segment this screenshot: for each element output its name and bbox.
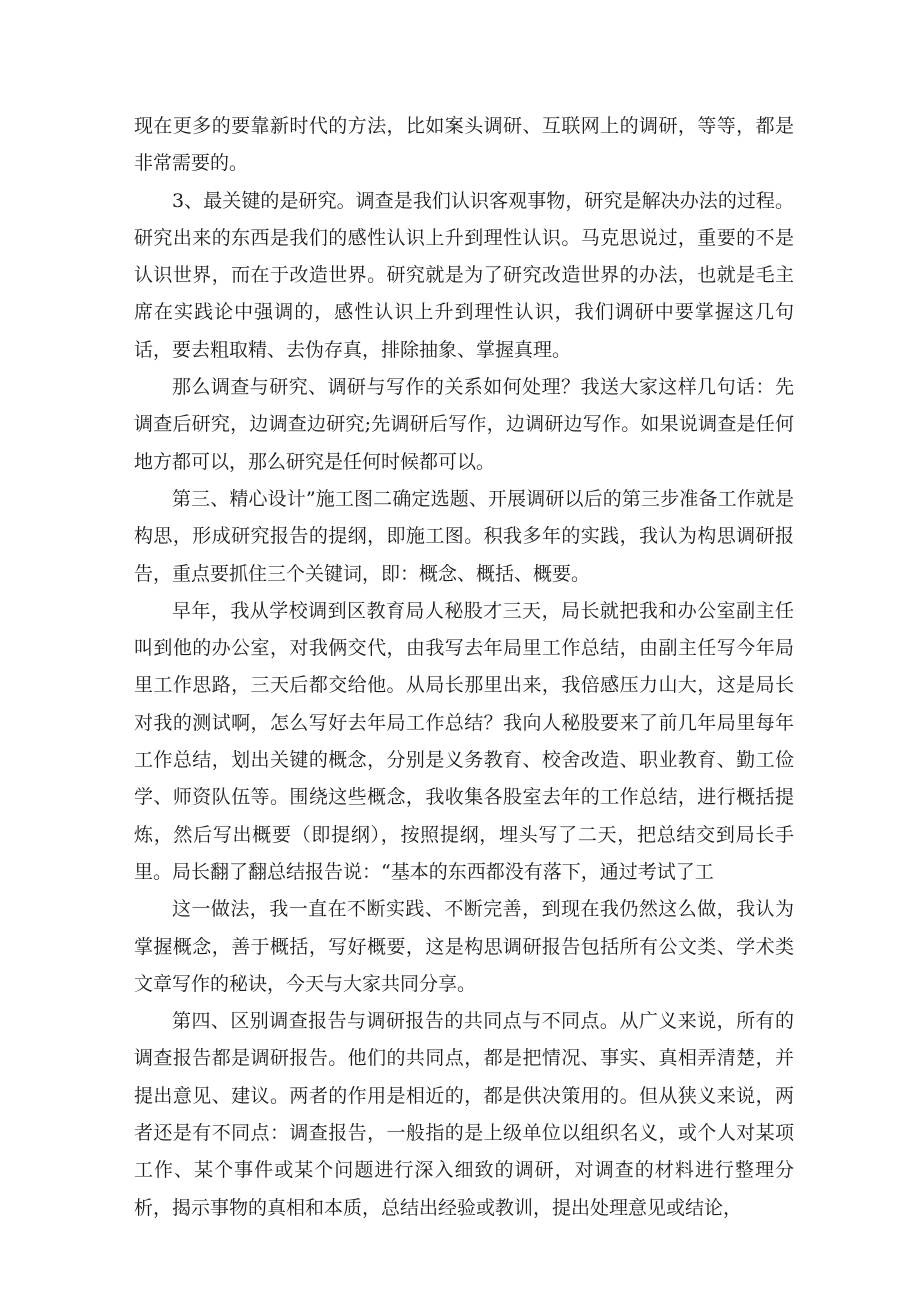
paragraph-anecdote: 早年，我从学校调到区教育局人秘股才三天，局长就把我和办公室副主任叫到他的办公室，对我俩交代，由我写去年局里工作总结，由副主任写今年局里工作思路，三天后都交给他。从局长那里出来，我倍感压力山大，这是局长对我的测试啊，怎么写好去年局工作总结？我向人秘股要来了前几年局里每年工作总结，划出关键的概念，分别是义务教育、校舍改造、职业教育、勤工俭学、师资队伍等。围绕这些概念，我收集各股室去年的工作总结，进行概括提炼，然后写出概要（即提纲），按照提纲，埋头写了二天，把总结交到局长手里。局长翻了翻总结报告说：“基本的东西都没有落下，通过考试了工 bbox=[134, 599, 794, 883]
paragraph-relationship: 那么调查与研究、调研与写作的关系如何处理？我送大家这样几句话：先调查后研究，边调查边研究;先调研后写作，边调研边写作。如果说调查是任何地方都可以，那么研究是任何时候都可以。 bbox=[134, 376, 794, 473]
document-page bbox=[134, 108, 794, 1227]
paragraph-section-four: 第四、区别调查报告与调研报告的共同点与不同点。从广义来说，所有的调查报告都是调研报告。他们的共同点，都是把情况、事实、真相弄清楚，并提出意见、建议。两者的作用是相近的，都是供决策用的。但从狭义来说，两者还是有不同点：调查报告，一般指的是上级单位以组织名义，或个人对某项工作、某个事件或某个问题进行深入细致的调研，对调查的材料进行整理分析，揭示事物的真相和本质，总结出经验或教训，提出处理意见或结论， bbox=[134, 1010, 794, 1219]
paragraph-section-three: 第三、精心设计”施工图二确定选题、开展调研以后的第三步准备工作就是构思，形成研究报告的提纲，即施工图。积我多年的实践，我认为构思调研报告，重点要抓住三个关键词，即：概念、概括、概要。 bbox=[134, 487, 794, 585]
paragraph-research-key: 3、最关键的是研究。调查是我们认识客观事物，研究是解决办法的过程。研究出来的东西是我们的感性认识上升到理性认识。马克思说过，重要的不是认识世界，而在于改造世界。研究就是为了研究改造世界的办法，也就是毛主席在实践论中强调的，感性认识上升到理性认识，我们调研中要掌握这几句话，要去粗取精、去伪存真，排除抽象、掌握真理。 bbox=[134, 189, 794, 361]
paragraph-method-summary: 这一做法，我一直在不断实践、不断完善，到现在我仍然这么做，我认为掌握概念，善于概括，写好概要，这是构思调研报告包括所有公文类、学术类文章写作的秘诀，今天与大家共同分享。 bbox=[134, 898, 794, 995]
paragraph-continuation: 现在更多的要靠新时代的方法，比如案头调研、互联网上的调研，等等，都是非常需要的。 bbox=[134, 115, 794, 175]
